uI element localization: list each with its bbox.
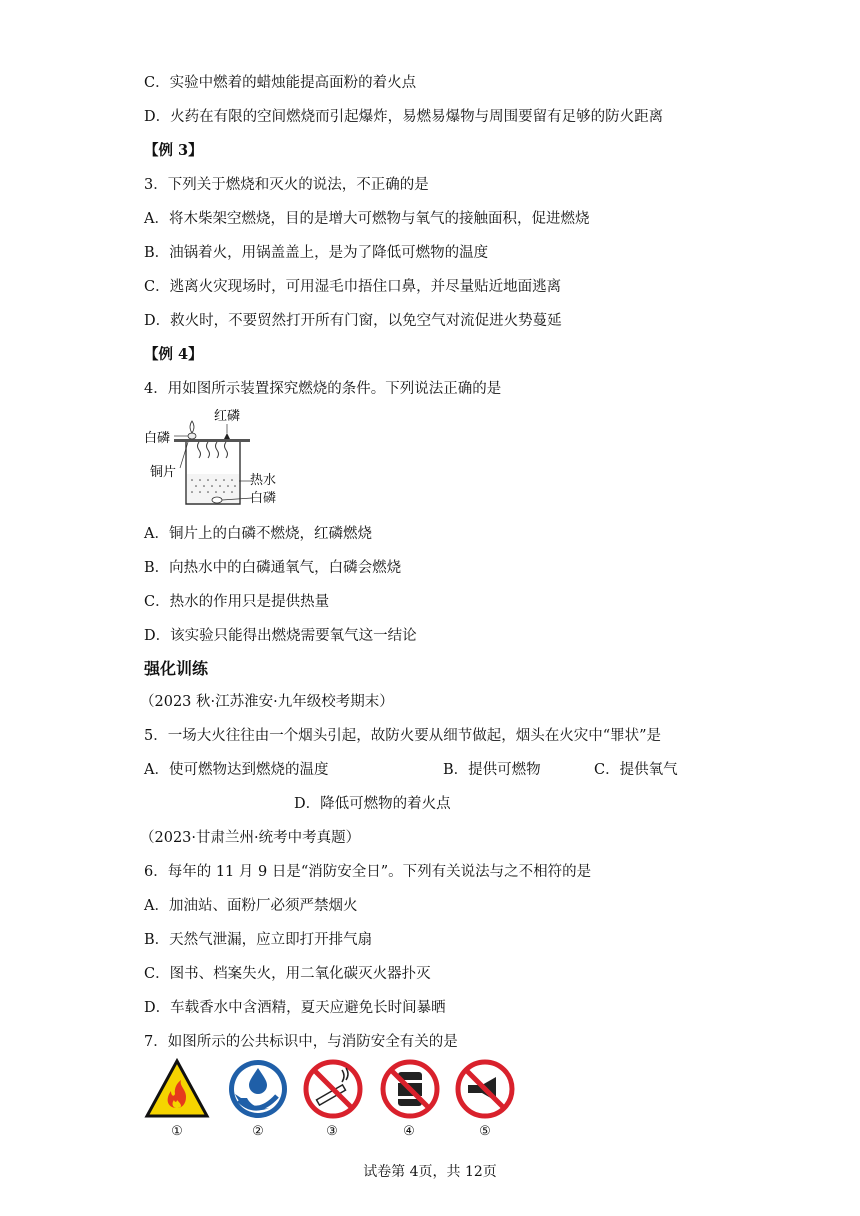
flammable-warning-icon (144, 1058, 210, 1120)
label-white-phosphorus-bottom: 白磷 (250, 491, 277, 506)
no-horn-icon (454, 1058, 516, 1120)
question-7: 7．如图所示的公共标识中，与消防安全有关的是 (144, 1034, 458, 1050)
sign-number-4: ④ (403, 1124, 415, 1139)
no-smoking-icon (302, 1058, 364, 1120)
q5-option-a: A．使可燃物达到燃烧的温度 (144, 762, 329, 778)
source-q6: （2023·甘肃兰州·统考中考真题） (140, 830, 361, 846)
q5-option-b: B．提供可燃物 (443, 762, 541, 778)
question-4: 4．用如图所示装置探究燃烧的条件。下列说法正确的是 (144, 381, 502, 397)
white-phosphorus-in-water (212, 497, 222, 503)
q6-option-d: D．车载香水中含酒精，夏天应避免长时间暴晒 (144, 1000, 446, 1016)
source-q5: （2023 秋·江苏淮安·九年级校考期末） (140, 694, 394, 710)
label-hot-water-text: 热水 (250, 473, 277, 488)
question-6: 6．每年的 11 月 9 日是“消防安全日”。下列有关说法与之不相符的是 (144, 864, 592, 880)
q5-option-d: D．降低可燃物的着火点 (294, 796, 451, 812)
q3-option-d: D．救火时，不要贸然打开所有门窗，以免空气对流促进火势蔓延 (144, 313, 562, 329)
label-white-phosphorus-top: 白磷 (144, 431, 171, 446)
white-phosphorus-on-plate (188, 433, 196, 439)
q4-option-a: A．铜片上的白磷不燃烧，红磷燃烧 (144, 526, 372, 542)
q2-option-c: C．实验中燃着的蜡烛能提高面粉的着火点 (144, 75, 417, 91)
q6-option-b: B．天然气泄漏，应立即打开排气扇 (144, 932, 373, 948)
public-signs-row (144, 1058, 524, 1148)
example-3-heading: 【例 3】 (144, 142, 203, 159)
q6-option-c: C．图书、档案失火，用二氧化碳灭火器扑灭 (144, 966, 431, 982)
question-3: 3．下列关于燃烧和灭火的说法，不正确的是 (144, 177, 429, 193)
q4-option-b: B．向热水中的白磷通氧气，白磷会燃烧 (144, 560, 402, 576)
label-red-phosphorus: 红磷 (214, 409, 241, 424)
combustion-apparatus-figure (144, 406, 264, 512)
flame-icon (190, 421, 194, 433)
no-dumping-icon (379, 1058, 441, 1120)
sign-number-5: ⑤ (479, 1124, 491, 1139)
section-heading-reinforcement: 强化训练 (144, 659, 209, 678)
q3-option-c: C．逃离火灾现场时，可用湿毛巾捂住口鼻，并尽量贴近地面逃离 (144, 279, 562, 295)
q4-option-c: C．热水的作用只是提供热量 (144, 594, 330, 610)
example-4-heading: 【例 4】 (144, 346, 203, 363)
red-phosphorus (224, 433, 230, 439)
label-copper-plate: 铜片 (150, 465, 177, 480)
water-saving-icon (227, 1058, 289, 1120)
q2-option-d: D．火药在有限的空间燃烧而引起爆炸，易燃易爆物与周围要留有足够的防火距离 (144, 109, 664, 125)
q6-option-a: A．加油站、面粉厂必须严禁烟火 (144, 898, 358, 914)
page-footer: 试卷第 4页，共 12页 (363, 1164, 497, 1180)
question-5: 5．一场大火往往由一个烟头引起，故防火要从细节做起，烟头在火灾中“罪状”是 (144, 728, 662, 744)
sign-number-2: ② (252, 1124, 264, 1139)
q3-option-b: B．油锅着火，用锅盖盖上，是为了降低可燃物的温度 (144, 245, 489, 261)
q4-option-d: D．该实验只能得出燃烧需要氧气这一结论 (144, 628, 417, 644)
sign-number-3: ③ (326, 1124, 338, 1139)
copper-plate (174, 439, 250, 442)
q5-option-c: C．提供氧气 (594, 762, 678, 778)
q3-option-a: A．将木柴架空燃烧，目的是增大可燃物与氧气的接触面积，促进燃烧 (144, 211, 590, 227)
sign-number-1: ① (171, 1124, 183, 1139)
